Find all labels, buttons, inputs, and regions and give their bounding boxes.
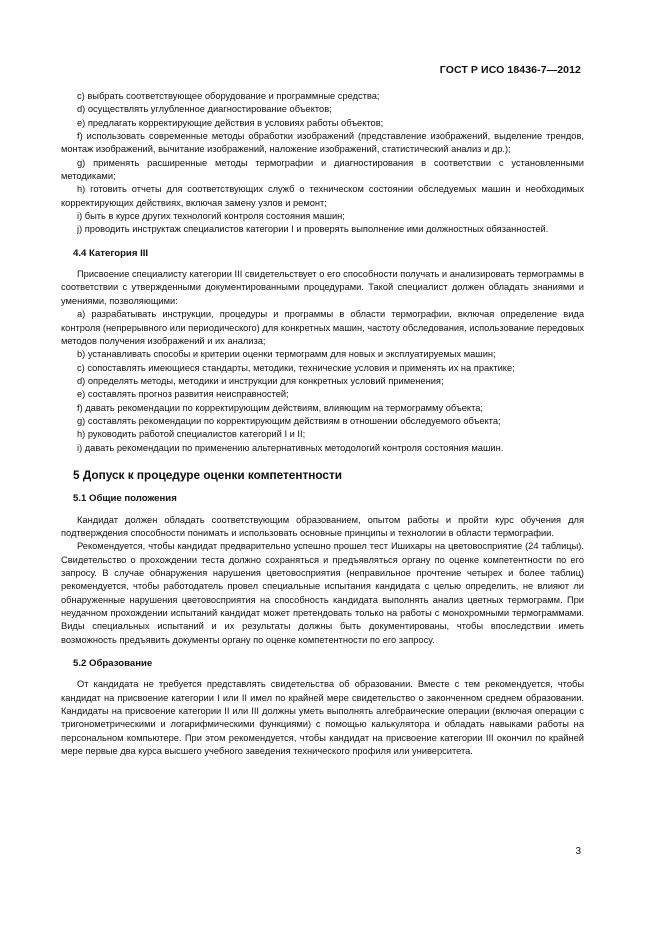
list-item-d: d) определять методы, методики и инструкции для конкретных условий применения; <box>77 375 444 386</box>
list-item-a: a) разрабатывать инструкции, процедуры и программы в области термографии, включая определение вида контроля (непрерывного или периодического) для конкретных машин, частоту обследования, использование передовых методов получения изображений и их анализа; <box>61 309 584 346</box>
list-item-i: i) давать рекомендации по применению альтернативных методологий контроля состояния машин. <box>77 442 504 453</box>
list-item-i: i) быть в курсе других технологий контроля состояния машин; <box>77 211 345 222</box>
section-5-heading: 5 Допуск к процедуре оценки компетентности <box>73 467 342 482</box>
list-item-d: d) осуществлять углубленное диагностирование объектов; <box>77 104 332 115</box>
list-item-g: g) составлять рекомендации по корректирующим действиям в отношении обследуемого объекта; <box>77 415 501 426</box>
list-item-h: h) руководить работой специалистов категорий I и II; <box>77 429 306 440</box>
page-number: 3 <box>575 846 581 857</box>
list-item-e: e) составлять прогноз развития неисправностей; <box>77 389 289 400</box>
list-item-j: j) проводить инструктаж специалистов категории I и проверять выполнение ими должностных обязанностей. <box>77 224 549 235</box>
section-5-1-paragraph-2: Рекомендуется, чтобы кандидат предварительно успешно прошел тест Ишихары на цветовосприятие (24 таблицы). Свидетельство о прохождении теста должно сохраняться и предъявляться органу по оценке компетентности по его запросу. В случае обнаружения нарушения цветовосприятия (неправильное прочтение четырех и более таблиц) рекомендуется, чтобы работодатель провел специальные испытания кандидата с целью определить, не влияют ли обнаруженные нарушения цветовосприятия на способность кандидата выполнять анализ цветных термограмм. При неудачном прохождении испытаний кандидат может претендовать только на работы с монохромными термограммами. Виды специальных испытаний и их результаты должны быть документированы, чтобы впоследствии иметь возможность предъявить документы органу по оценке компетентности по его запросу. <box>61 541 584 645</box>
section-5-1-heading: 5.1 Общие положения <box>73 493 177 505</box>
section-4-4-heading: 4.4 Категория III <box>73 247 149 259</box>
list-item-c: c) сопоставлять имеющиеся стандарты, методики, технические условия и применять их на практике; <box>77 362 515 373</box>
list-item-f: f) использовать современные методы обработки изображений (представление изображений, выделение трендов, монтаж изображений, вычитание изображений, наложение изображений, статистический анализ и др.); <box>61 131 584 155</box>
list-item-h: h) готовить отчеты для соответствующих служб о техническом состоянии обследуемых машин и необходимых корректирующих действиях, включая замену узлов и ремонт; <box>61 184 584 208</box>
section-4-4-intro: Присвоение специалисту категории III свидетельствует о его способности получать и анализировать термограммы в соответствии с утвержденными документированными процедурами. Такой специалист должен обладать знаниями и умениями, позволяющими: <box>61 269 584 306</box>
section-5-2-heading: 5.2 Образование <box>73 658 153 670</box>
list-item-e: e) предлагать корректирующие действия в условиях работы объектов; <box>77 117 384 128</box>
section-5-1-paragraph-1: Кандидат должен обладать соответствующим образованием, опытом работы и пройти курс обучения для подтверждения способности понимать и использовать основные принципы и технологии в области термографии. <box>61 514 584 538</box>
list-item-g: g) применять расширенные методы термографии и диагностирования в соответствии с установленными методиками; <box>61 157 584 182</box>
section-5-2-paragraph-1: От кандидата не требуется представлять свидетельства об образовании. Вместе с тем рекомендуется, чтобы кандидат на присвоение категории I или II имел по крайней мере свидетельство о законченном среднем образовании. Кандидаты на присвоение категории II или III должны уметь выполнять алгебраические операции (включая операции с тригонометрическими и логарифмическими функциями) с помощью калькулятора и обладать навыками работы на персональном компьютере. При этом рекомендуется, чтобы кандидат на присвоение категории III окончил по крайней мере первые два курса высшего учебного заведения технического профиля или университета. <box>61 679 584 757</box>
document-header: ГОСТ Р ИСО 18436-7—2012 <box>439 64 581 76</box>
list-item-c: c) выбрать соответствующее оборудование и программные средства; <box>77 91 380 101</box>
list-item-b: b) устанавливать способы и критерии оценки термограмм для новых и эксплуатируемых машин; <box>77 349 496 360</box>
document-body <box>61 90 584 758</box>
list-item-f: f) давать рекомендации по корректирующим действиям, влияющим на термограмму объекта; <box>77 402 484 413</box>
